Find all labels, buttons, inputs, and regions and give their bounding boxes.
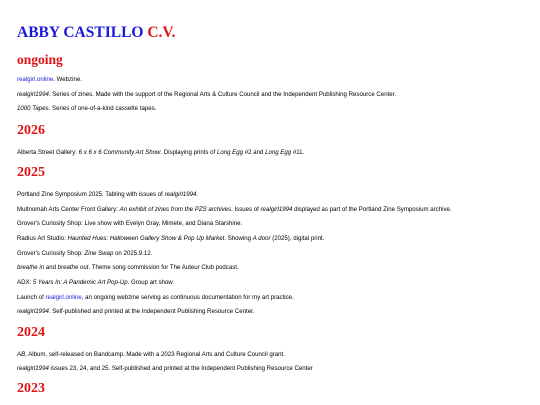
entry-webzine: realgirl.online. Webzine. (17, 76, 82, 83)
page-title (17, 23, 176, 43)
entry-grovers-live: Grover's Curiosity Shop: Live show with Evelyn Gray, Mimete, and Diana Starshine. (17, 220, 243, 227)
entry-multnomah: Multnomah Arts Center Front Gallery: An exhibit of zines from the PZS archives. Issues of realgirl1994 displayed as part of the Portland Zine Symposium archive. (17, 206, 452, 213)
entry-zine-series: realgirl1994. Series of zines. Made with the support of the Regional Arts & Culture Council and the Independent Publishing Resource Center. (17, 91, 397, 98)
cv-label: C.V. (147, 24, 176, 41)
entry-launch: Launch of realgirl.online, an ongoing webzine serving as continuous documentation for my art practice. (17, 294, 294, 301)
artist-name: ABBY CASTILLO (17, 24, 144, 41)
realgirl-online-link[interactable]: realgirl.online (45, 294, 82, 301)
entry-radius: Radius Art Studio: Haunted Hues: Halloween Gallery Show & Pop Up Market. Showing A door (2025), digital print. (17, 235, 325, 242)
entry-alberta-street: Alberta Street Gallery: 6 x 6 x 6 Community Art Show. Displaying prints of Long Egg #2 and Long Egg #11. (17, 149, 305, 156)
section-heading-2024: 2024 (17, 325, 45, 340)
entry-tapes: 1000 Tapes. Series of one-of-a-kind cassette tapes. (17, 105, 157, 112)
section-heading-ongoing: ongoing (17, 52, 63, 67)
entry-adx: ADX: 5 Years In: A Pandemic Art Pop-Up. Group art show. (17, 279, 175, 286)
section-heading-2026: 2026 (17, 123, 45, 138)
entry-album: AB, Album, self-released on Bandcamp. Made with a 2023 Regional Arts and Culture Council grant. (17, 351, 285, 358)
section-heading-2023: 2023 (17, 381, 45, 396)
entry-theme-song: breathe in and breathe out. Theme song commission for The Auteur Club podcast. (17, 264, 239, 271)
entry-zine-swap: Grover's Curiosity Shop: Zine Swap on 2025.9.12. (17, 250, 153, 257)
section-heading-2025: 2025 (17, 165, 45, 180)
entry-zine-symposium: Portland Zine Symposium 2025. Tabling with issues of realgirl1994. (17, 191, 199, 198)
entry-realgirl-2024: realgirl1994 issues 23, 24, and 25. Self-published and printed at the Independent Publishing Resource Center (17, 365, 313, 372)
realgirl-online-link[interactable]: realgirl.online (17, 76, 54, 83)
entry-realgirl-2025: realgirl1994. Self-published and printed at the Independent Publishing Resource Center. (17, 308, 255, 315)
